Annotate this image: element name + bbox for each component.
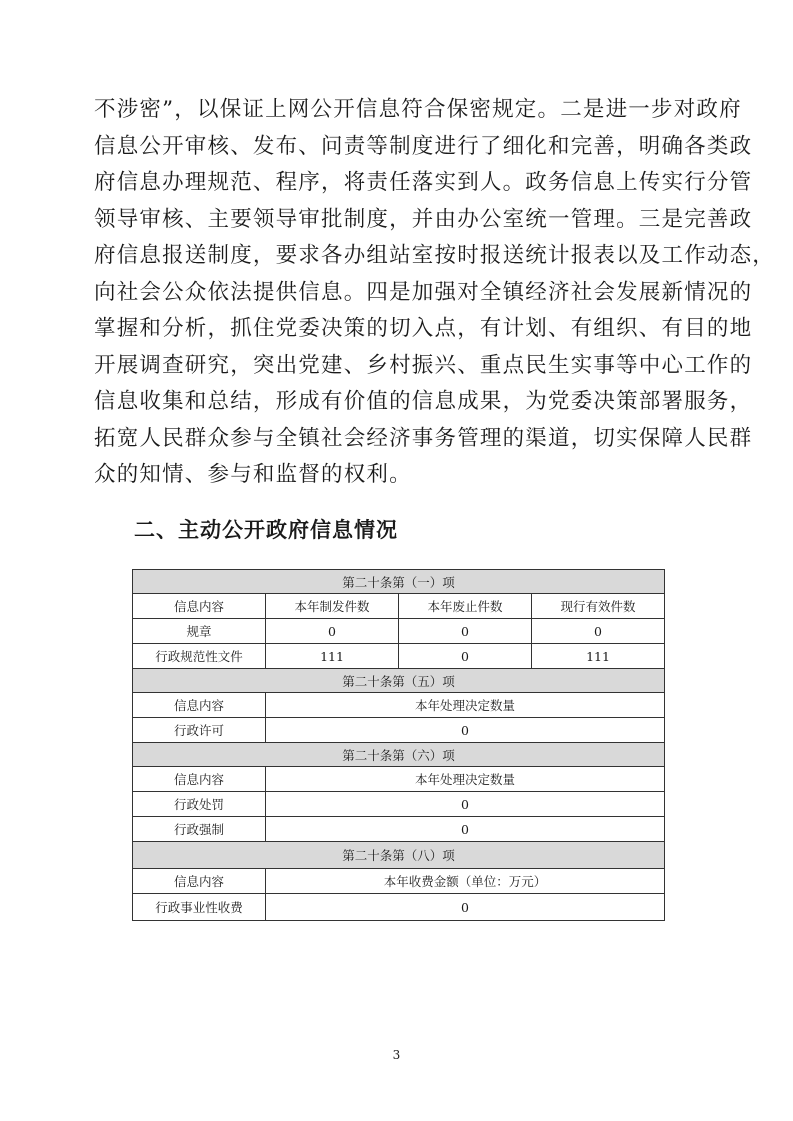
header-cell: 本年制发件数	[266, 594, 399, 619]
table-header-row	[133, 693, 665, 718]
paragraph-line: 掌握和分析，抓住党委决策的切入点，有计划、有组织、有目的地	[94, 316, 753, 341]
table-section-header	[133, 842, 665, 869]
header-cell: 信息内容	[133, 869, 266, 894]
row-label: 行政处罚	[133, 792, 266, 817]
disclosure-table	[132, 569, 665, 921]
value-cell: 0	[266, 619, 399, 644]
table-header-row	[133, 594, 665, 619]
header-cell: 本年收费金额（单位：万元）	[266, 869, 665, 894]
table-section-header	[133, 570, 665, 594]
table-row	[133, 718, 665, 743]
value-cell: 111	[532, 644, 665, 669]
table-header-row	[133, 869, 665, 894]
section-title: 第二十条第（六）项	[133, 743, 665, 767]
header-cell: 现行有效件数	[532, 594, 665, 619]
section-heading: 二、主动公开政府信息情况	[134, 518, 398, 542]
row-label: 行政事业性收费	[133, 894, 266, 921]
header-cell: 信息内容	[133, 693, 266, 718]
paragraph-line: 不涉密”，以保证上网公开信息符合保密规定。二是进一步对政府	[94, 97, 742, 122]
header-cell: 本年处理决定数量	[266, 693, 665, 718]
table-row	[133, 792, 665, 817]
paragraph-line: 府信息报送制度，要求各办组站室按时报送统计报表以及工作动态，	[94, 243, 776, 268]
header-cell: 本年废止件数	[399, 594, 532, 619]
header-cell: 信息内容	[133, 594, 266, 619]
value-cell: 0	[532, 619, 665, 644]
value-cell: 0	[266, 718, 665, 743]
row-label: 行政许可	[133, 718, 266, 743]
value-cell: 0	[266, 792, 665, 817]
table-row	[133, 817, 665, 842]
section-title: 第二十条第（五）项	[133, 669, 665, 693]
paragraph-line: 信息公开审核、发布、问责等制度进行了细化和完善，明确各类政	[94, 133, 753, 159]
table-row	[133, 644, 665, 669]
value-cell: 0	[266, 817, 665, 842]
row-label: 规章	[133, 619, 266, 644]
row-label: 行政规范性文件	[133, 644, 266, 669]
paragraph-line: 向社会公众依法提供信息。四是加强对全镇经济社会发展新情况的	[94, 279, 753, 305]
body-paragraph	[94, 92, 776, 494]
section-title: 第二十条第（八）项	[133, 842, 665, 869]
section-title: 第二十条第（一）项	[133, 570, 665, 594]
paragraph-line: 信息收集和总结，形成有价值的信息成果，为党委决策部署服务，	[94, 389, 753, 414]
paragraph-line: 开展调查研究，突出党建、乡村振兴、重点民生实事等中心工作的	[94, 352, 753, 378]
paragraph-line: 拓宽人民群众参与全镇社会经济事务管理的渠道，切实保障人民群	[94, 425, 753, 451]
value-cell: 0	[266, 894, 665, 921]
table-row	[133, 619, 665, 644]
value-cell: 111	[266, 644, 399, 669]
table-row	[133, 894, 665, 921]
value-cell: 0	[399, 644, 532, 669]
table-section-header	[133, 669, 665, 693]
table-header-row	[133, 767, 665, 792]
paragraph-line: 府信息办理规范、程序，将责任落实到人。政务信息上传实行分管	[94, 170, 753, 195]
table-section-header	[133, 743, 665, 767]
value-cell: 0	[399, 619, 532, 644]
paragraph-line: 领导审核、主要领导审批制度，并由办公室统一管理。三是完善政	[94, 206, 753, 232]
header-cell: 信息内容	[133, 767, 266, 792]
paragraph-line: 众的知情、参与和监督的权利。	[94, 462, 412, 487]
row-label: 行政强制	[133, 817, 266, 842]
page-number: 3	[392, 1048, 401, 1062]
header-cell: 本年处理决定数量	[266, 767, 665, 792]
